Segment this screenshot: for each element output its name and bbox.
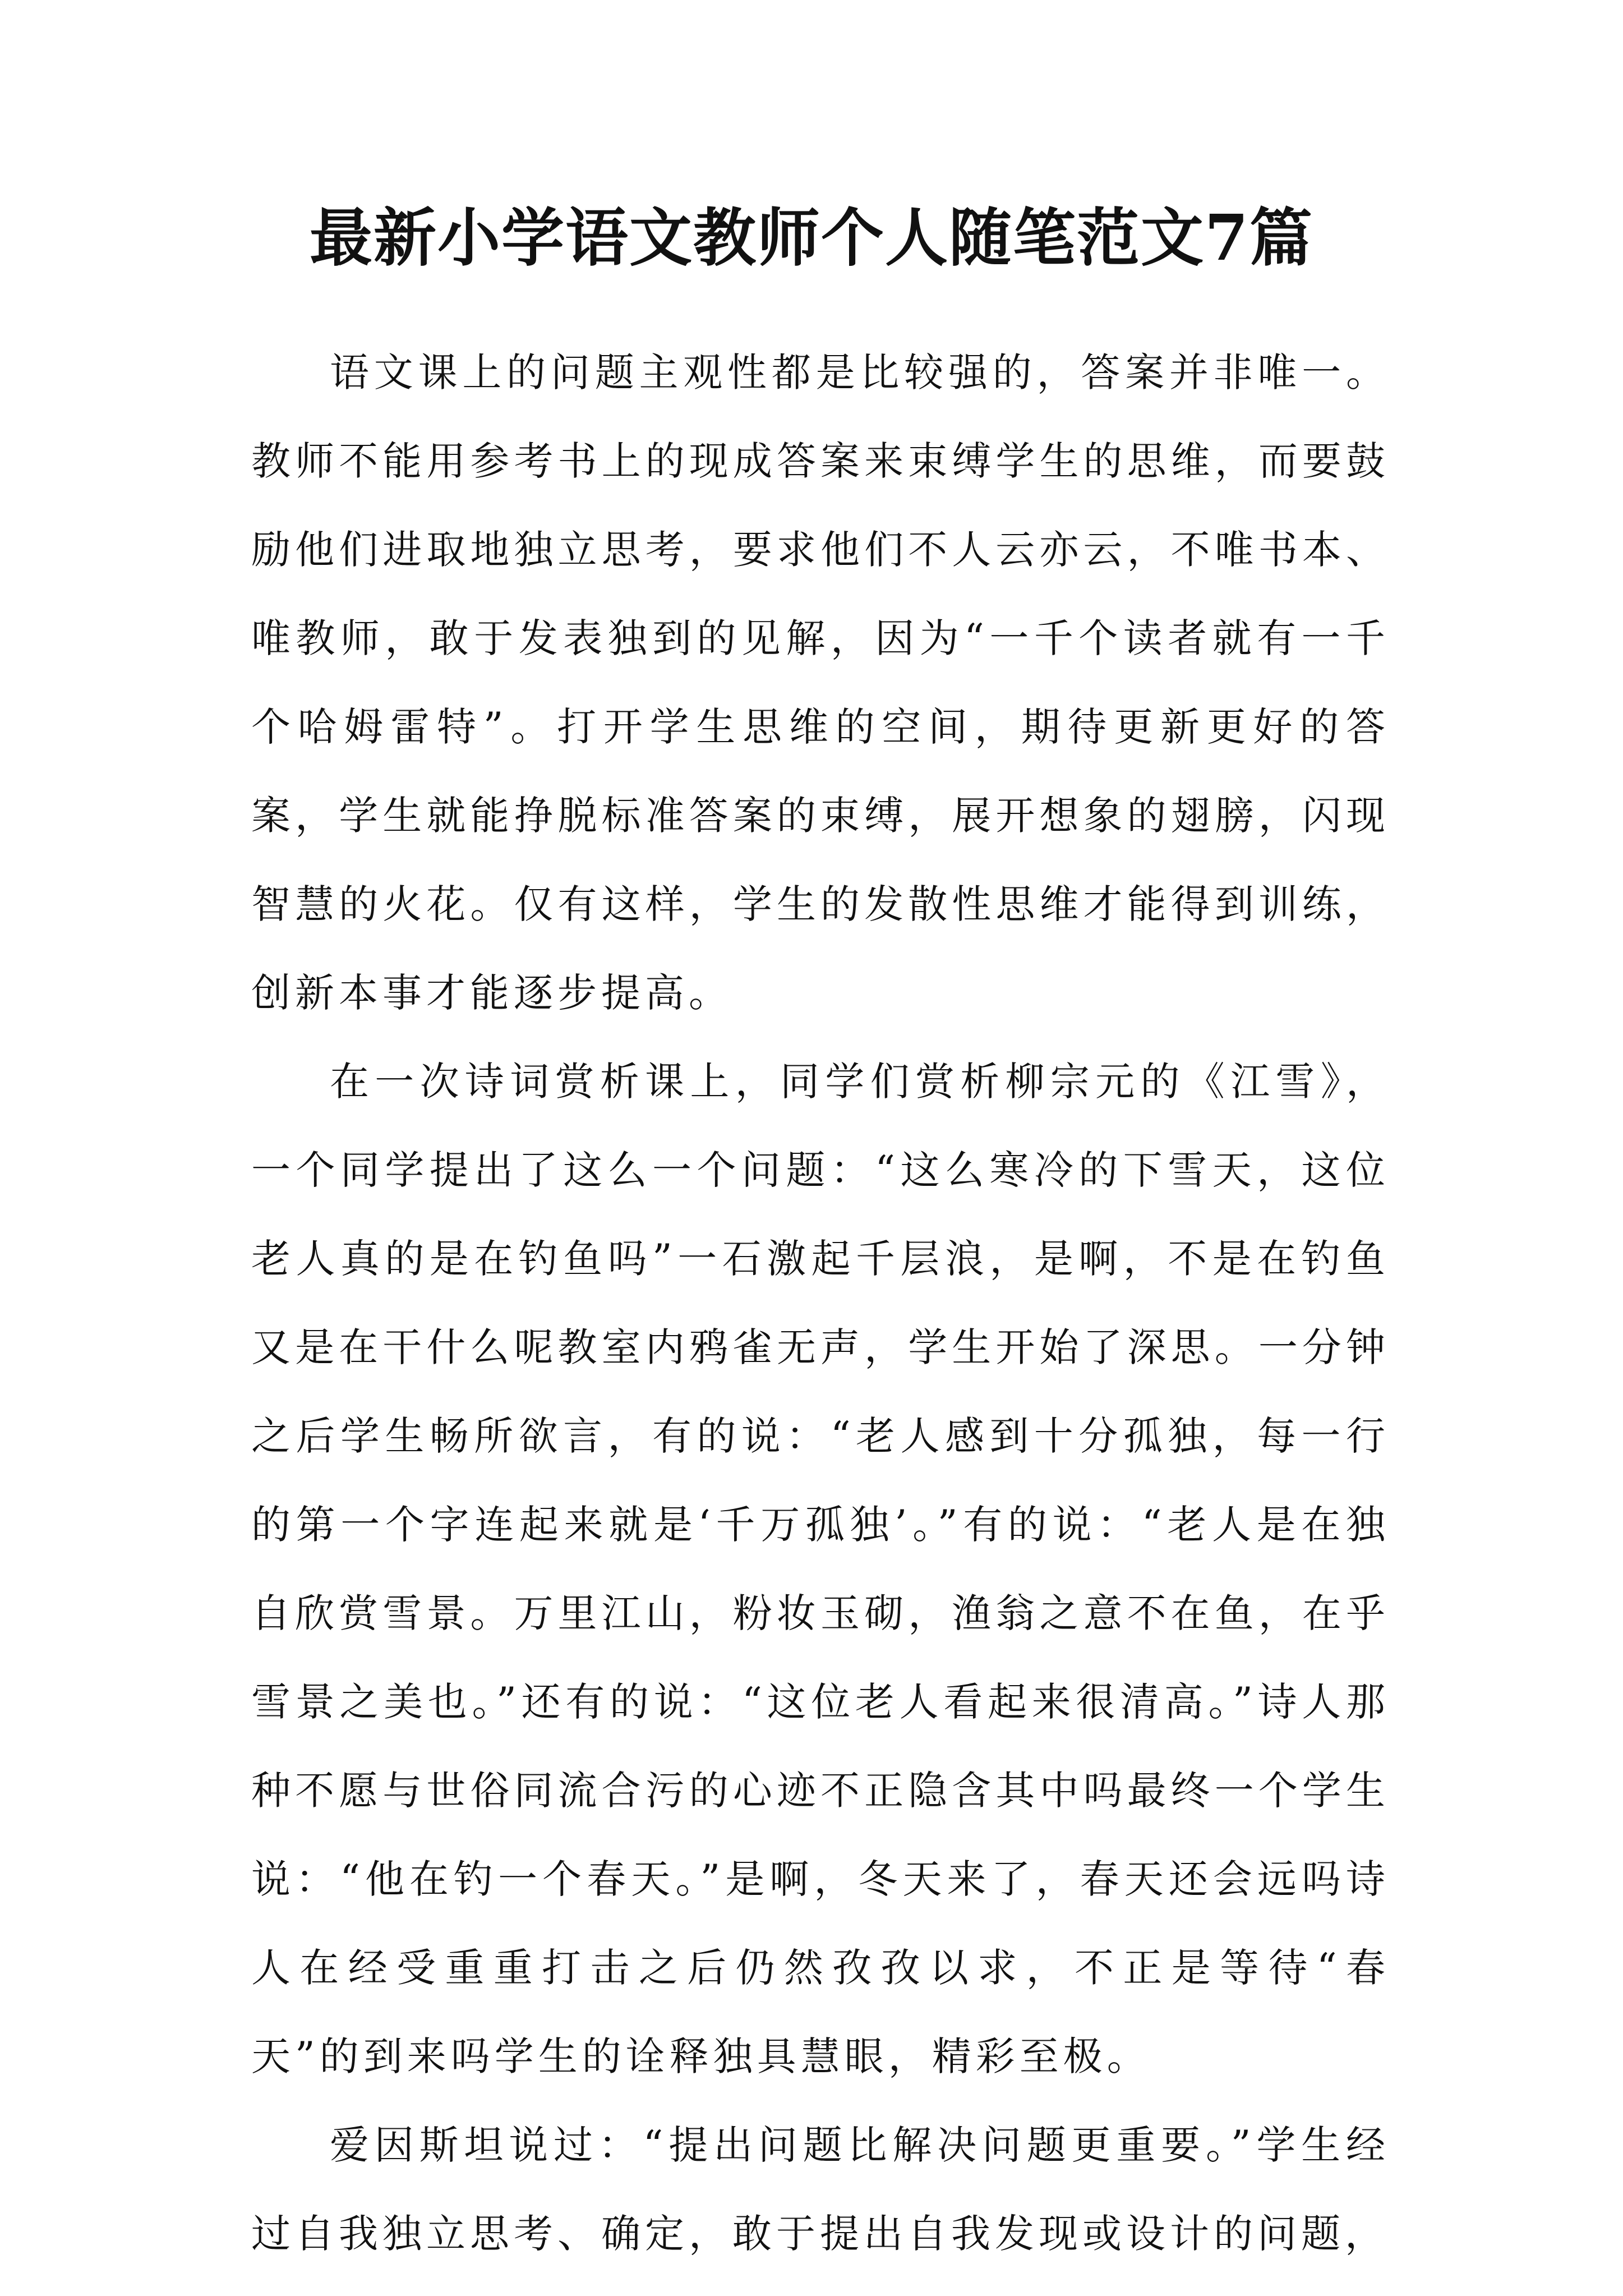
- paragraph-3: 爱因斯坦说过：“提出问题比解决问题更重要。”学生经过自我独立思考、确定，敢于提出自我发现或设计的问题，: [251, 2122, 1390, 2257]
- paragraph-1: 语文课上的问题主观性都是比较强的，答案并非唯一。教师不能用参考书上的现成答案来束缚学生的思维，而要鼓励他们进取地独立思考，要求他们不人云亦云，不唯书本、唯教师，敢于发表独到的见解，因为“一千个读者就有一千个哈姆雷特”。打开学生思维的空间，期待更新更好的答案，学生就能挣脱标准答案的束缚，展开想象的翅膀，闪现智慧的火花。仅有这样，学生的发散性思维才能得到训练，创新本事才能逐步提高。: [251, 349, 1390, 1016]
- paragraph-2: 在一次诗词赏析课上，同学们赏析柳宗元的《江雪》，一个同学提出了这么一个问题：“这么寒冷的下雪天，这位老人真的是在钓鱼吗”一石激起千层浪，是啊，不是在钓鱼又是在干什么呢教室内鸦雀无声，学生开始了深思。一分钟之后学生畅所欲言，有的说：“老人感到十分孤独，每一行的第一个字连起来就是‘千万孤独’。”有的说：“老人是在独自欣赏雪景。万里江山，粉妆玉砌，渔翁之意不在鱼，在乎雪景之美也。”还有的说：“这位老人看起来很清高。”诗人那种不愿与世俗同流合污的心迹不正隐含其中吗最终一个学生说：“他在钓一个春天。”是啊，冬天来了，春天还会远吗诗人在经受重重打击之后仍然孜孜以求，不正是等待“春天”的到来吗学生的诠释独具慧眼，精彩至极。: [251, 1059, 1390, 2079]
- document-body: [251, 328, 1390, 2278]
- document-title: 最新小学语文教师个人随笔范文7篇: [310, 201, 1313, 275]
